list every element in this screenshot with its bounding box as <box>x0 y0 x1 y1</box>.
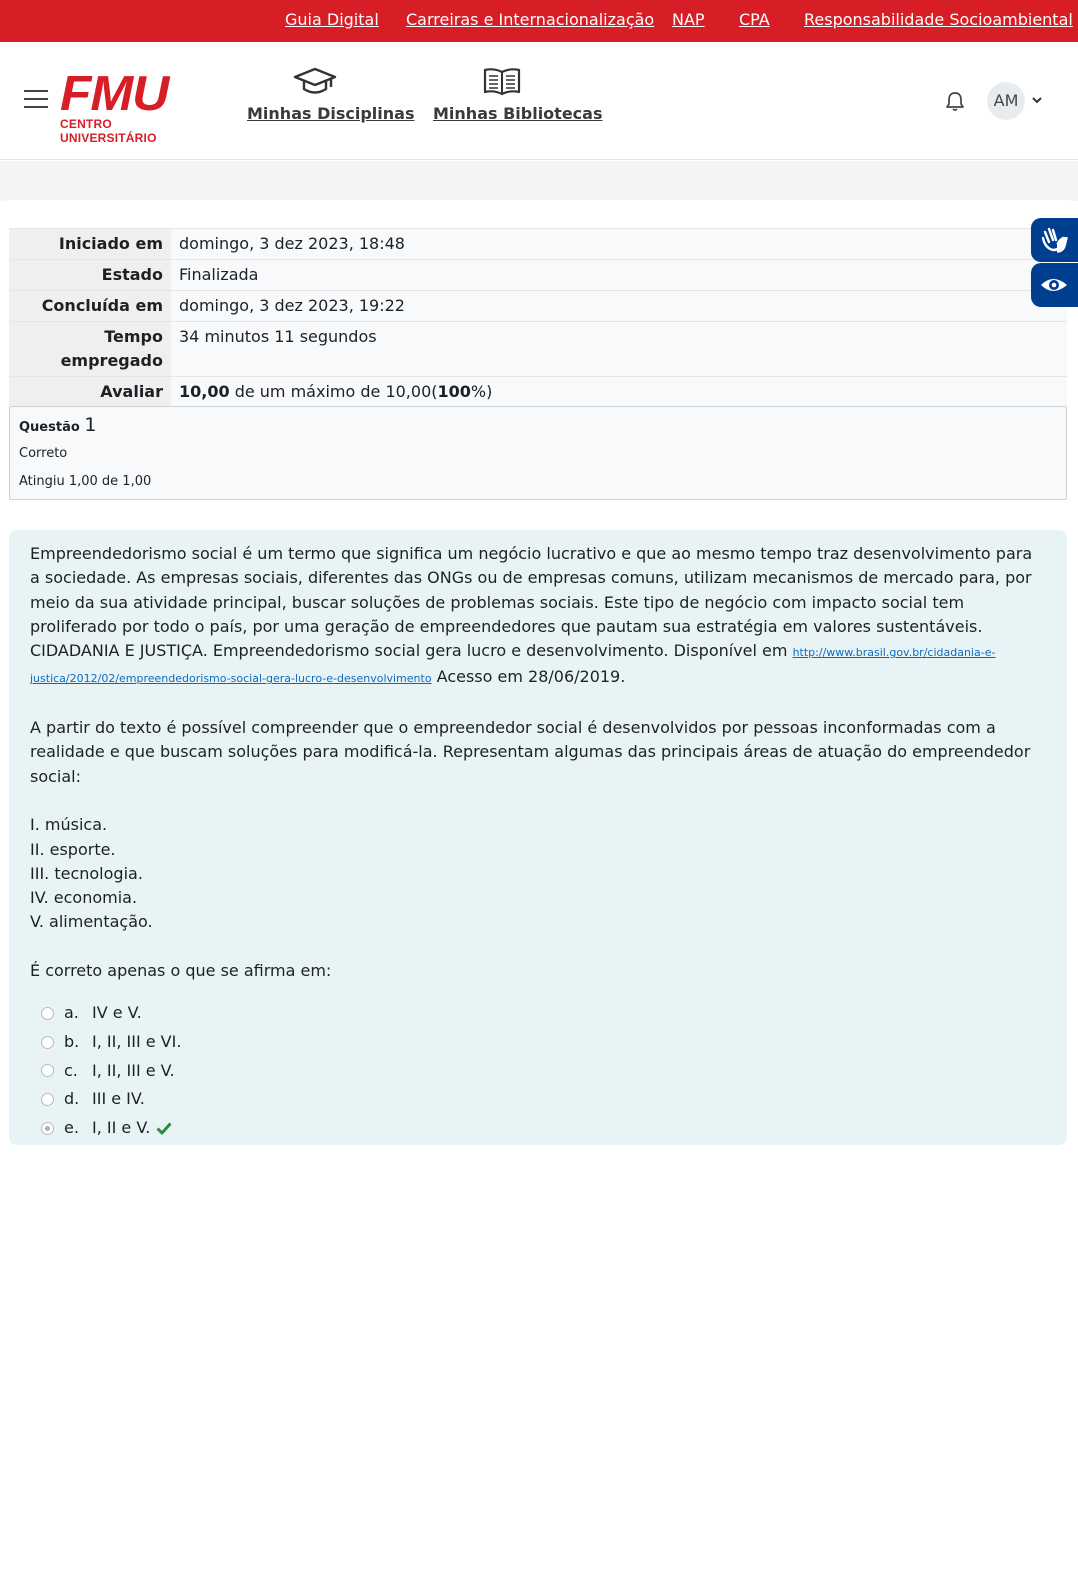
question-citation <box>30 639 1046 692</box>
question-status: Correto <box>19 446 68 461</box>
answer-text: I, II, III e VI. <box>92 1032 182 1052</box>
answer-letter: e. <box>64 1117 79 1137</box>
summary-label: Tempo empregado <box>9 322 171 376</box>
question-paragraph: A partir do texto é possível compreender que o empreendedor social é desenvolvidos por pessoas inconformadas com a realidade e que buscam soluções para modificá-la. Representam algumas das principais áreas de atuação do empreendedor social: <box>30 718 1031 786</box>
graduation-cap-icon <box>293 66 337 96</box>
nav-minhas-disciplinas[interactable] <box>247 66 415 123</box>
answer-option-a[interactable] <box>30 999 1046 1028</box>
question-prefix: Questão <box>19 420 80 435</box>
nav-minhas-bibliotecas[interactable] <box>433 66 603 123</box>
question-number-value: 1 <box>84 414 97 436</box>
grade-percent: 100 <box>437 382 471 401</box>
open-book-icon <box>482 66 522 96</box>
nav-label: Minhas Bibliotecas <box>433 104 603 123</box>
answer-letter: c. <box>64 1060 78 1080</box>
citation-text: CIDADANIA E JUSTIÇA. Empreendedorismo social gera lucro e desenvolvimento. Disponível em <box>30 641 793 661</box>
correct-check-icon <box>156 1121 172 1135</box>
notification-bell-icon[interactable] <box>944 90 966 112</box>
site-header <box>0 42 1078 160</box>
summary-value: Finalizada <box>171 260 1067 290</box>
top-links-bar <box>0 0 1078 42</box>
reference-link[interactable]: http://www.brasil.gov.br/cidadania-e- justica/2012/02/empreendedorismo-social-gera-lucro-e-desenvolvimento <box>30 646 996 686</box>
summary-value: 34 minutos 11 segundos <box>171 322 1067 376</box>
list-item: III. tecnologia. <box>30 863 143 883</box>
visual-accessibility-button[interactable] <box>1031 263 1078 307</box>
answer-option-b[interactable] <box>30 1028 1046 1057</box>
question-mark: Atingiu 1,00 de 1,00 <box>19 474 152 489</box>
list-item: V. alimentação. <box>30 912 153 932</box>
eye-icon <box>1031 263 1078 307</box>
link-carreiras[interactable]: Carreiras e Internacionalização <box>406 10 655 29</box>
grade-text: de um máximo de 10,00( <box>229 382 438 401</box>
answer-option-d[interactable] <box>30 1085 1046 1114</box>
summary-value: domingo, 3 dez 2023, 19:22 <box>171 291 1067 321</box>
question-number <box>19 415 1057 438</box>
summary-label: Concluída em <box>9 291 171 321</box>
summary-label: Avaliar <box>9 377 171 407</box>
answer-radio[interactable] <box>41 1036 54 1049</box>
nav-label: Minhas Disciplinas <box>247 104 415 123</box>
grade-value: 10,00 <box>179 382 230 401</box>
summary-row <box>9 321 1067 376</box>
answer-radio[interactable] <box>41 1007 54 1020</box>
access-date: Acesso em 28/06/2019. <box>431 667 626 687</box>
answer-radio[interactable] <box>41 1064 54 1077</box>
link-responsabilidade[interactable]: Responsabilidade Socioambiental <box>804 10 1073 29</box>
logo-subtitle: CENTRO UNIVERSITÁRIO <box>60 117 157 145</box>
summary-row <box>9 290 1067 321</box>
user-avatar[interactable]: AM <box>987 82 1025 120</box>
sign-language-button[interactable] <box>1031 218 1078 262</box>
grade-suffix: %) <box>470 382 493 401</box>
list-item: I. música. <box>30 815 108 835</box>
question-prompt: É correto apenas o que se afirma em: <box>30 961 332 981</box>
answer-radio[interactable] <box>41 1093 54 1106</box>
summary-grade <box>171 377 1067 407</box>
list-item: IV. economia. <box>30 888 138 908</box>
answer-option-c[interactable] <box>30 1057 1046 1086</box>
logo-text: FMU <box>60 67 169 121</box>
answer-text: IV e V. <box>92 1003 142 1023</box>
summary-value: domingo, 3 dez 2023, 18:48 <box>171 229 1067 259</box>
answer-text: III e IV. <box>92 1089 145 1109</box>
answer-text: I, II e V. <box>92 1117 151 1137</box>
question-content <box>9 530 1067 1145</box>
answer-text: I, II, III e V. <box>92 1060 175 1080</box>
answer-options <box>30 999 1046 1142</box>
summary-row <box>9 376 1067 407</box>
link-guia-digital[interactable]: Guia Digital <box>285 10 379 29</box>
summary-label: Estado <box>9 260 171 290</box>
question-info-box <box>9 406 1067 500</box>
link-nap[interactable]: NAP <box>672 10 705 29</box>
answer-letter: d. <box>64 1089 80 1109</box>
link-cpa[interactable]: CPA <box>739 10 770 29</box>
chevron-down-icon[interactable] <box>1031 95 1043 105</box>
summary-row <box>9 259 1067 290</box>
fmu-logo[interactable] <box>60 67 200 145</box>
question-paragraph: Empreendedorismo social é um termo que significa um negócio lucrativo e que ao mesmo tempo traz desenvolvimento para a sociedade. As empresas sociais, diferentes das ONGs ou de empresas comuns, utilizam mecanismos de mercado para, por meio da sua atividade principal, buscar soluções de problemas sociais. Este tipo de negócio com impacto social tem proliferado por todo o país, por uma geração de empreendedores que pautam sua estratégia em valores sustentáveis. <box>30 544 1033 636</box>
page-header-band <box>0 161 1078 201</box>
answer-letter: b. <box>64 1032 80 1052</box>
attempt-summary-table <box>9 228 1067 407</box>
answer-letter: a. <box>64 1003 79 1023</box>
list-item: II. esporte. <box>30 839 116 859</box>
summary-label: Iniciado em <box>9 229 171 259</box>
answer-radio-selected[interactable] <box>41 1122 54 1135</box>
sign-language-hands-icon <box>1031 218 1078 262</box>
menu-icon[interactable] <box>24 90 50 110</box>
summary-row <box>9 228 1067 259</box>
answer-option-e[interactable] <box>30 1114 1046 1143</box>
